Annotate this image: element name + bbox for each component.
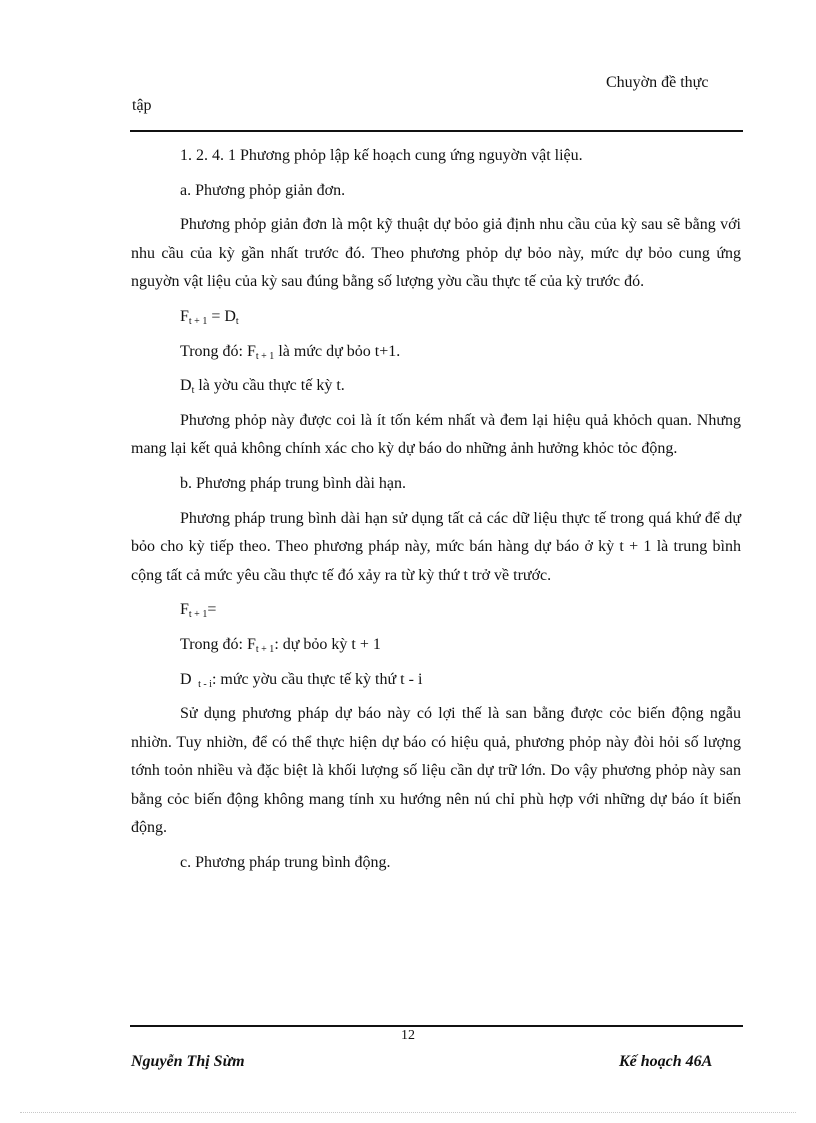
where-subscript: t <box>191 385 195 397</box>
where-subscript: t + 1 <box>255 350 275 362</box>
section-a-paragraph-2: Phương phỏp này được coi là ít tốn kém nhất và đem lại hiệu quả khỏch quan. Nhưng mang lại kết quả không chính xác cho kỳ dự báo do những ảnh hưởng khỏc tỏc động. <box>131 411 741 458</box>
page-bottom-dotted-border <box>20 1112 796 1113</box>
footer-author: Nguyễn Thị Sừm <box>131 1053 245 1070</box>
formula-f-subscript: t + 1 <box>188 315 208 327</box>
section-b-paragraph-2: Sử dụng phương pháp dự báo này có lợi thế là san bằng được cỏc biến động ngẫu nhiờn. Tuy nhiờn, để có thể thực hiện dự báo có hiệu quả, phương phỏp này đòi hỏi số lượng tớnh toỏn nhiều và đặc biệt là khối lượng số liệu cần dự trữ lớn. Do vậy phương phỏp này san bằng cỏc biến động không mang tính xu hướng nên nú chỉ phù hợp với những dự báo ít biến động. <box>131 705 741 837</box>
where-suffix: là mức dự bỏo t+1. <box>274 342 401 360</box>
formula-equals: = <box>207 601 217 619</box>
where-d: D <box>180 377 192 395</box>
section-a-paragraph-1: Phương phỏp giản đơn là một kỹ thuật dự bỏo giả định nhu cầu của kỳ sau sẽ bằng với nhu cầu của kỳ gần nhất trước đó. Theo phương phỏp dự bỏo này, mức dự bỏo cung ứng nguyờn vật liệu của kỳ sau đúng bằng số lượng yờu cầu thực tế của kỳ trước đó. <box>131 216 741 291</box>
formula-d: D <box>224 307 236 325</box>
section-b-paragraph-1: Phương pháp trung bình dài hạn sử dụng tất cả các dữ liệu thực tế trong quá khứ để dự bỏo cho kỳ tiếp theo. Theo phương pháp này, mức bán hàng dự báo ở kỳ t + 1 là trung bình cộng tất cả mức yêu cầu thực tế đó xảy ra từ kỳ thứ t trở về trước. <box>131 509 741 584</box>
where-subscript: t + 1 <box>255 643 275 655</box>
header-title: Chuyờn đề thực <box>606 74 709 91</box>
header-rule <box>130 130 743 132</box>
section-a-where-2 <box>131 372 741 401</box>
formula-naive <box>131 303 741 332</box>
section-c-title: c. Phương pháp trung bình động. <box>180 854 391 872</box>
where-suffix: là yờu cầu thực tế kỳ t. <box>194 377 345 395</box>
section-heading: 1. 2. 4. 1 Phương phỏp lập kế hoạch cung ứng nguyờn vật liệu. <box>180 147 583 164</box>
formula-equals: = <box>207 307 225 325</box>
header-title-continuation: tập <box>132 97 152 114</box>
body-text <box>131 142 741 878</box>
formula-d-subscript: t <box>235 315 239 327</box>
where-suffix: : dự bỏo kỳ t + 1 <box>274 635 381 653</box>
section-b-where-1 <box>131 631 741 660</box>
formula-f: F <box>180 601 189 619</box>
section-a-where-1 <box>131 338 741 367</box>
formula-f-subscript: t + 1 <box>188 609 208 621</box>
section-b-where-2 <box>131 666 741 695</box>
section-b-title: b. Phương pháp trung bình dài hạn. <box>180 474 406 492</box>
where-subscript: t - i <box>195 678 212 690</box>
where-d: D <box>180 670 196 688</box>
where-prefix: Trong đó: F <box>180 342 256 360</box>
where-prefix: Trong đó: F <box>180 635 256 653</box>
footer-class: Kế hoạch 46A <box>619 1053 713 1070</box>
formula-long-term-average <box>131 596 741 625</box>
page-number: 12 <box>401 1028 415 1043</box>
section-a-title: a. Phương phỏp giản đơn. <box>180 181 346 199</box>
where-suffix: : mức yờu cầu thực tế kỳ thứ t - i <box>211 670 423 688</box>
footer-rule <box>130 1025 743 1027</box>
formula-f: F <box>180 307 189 325</box>
